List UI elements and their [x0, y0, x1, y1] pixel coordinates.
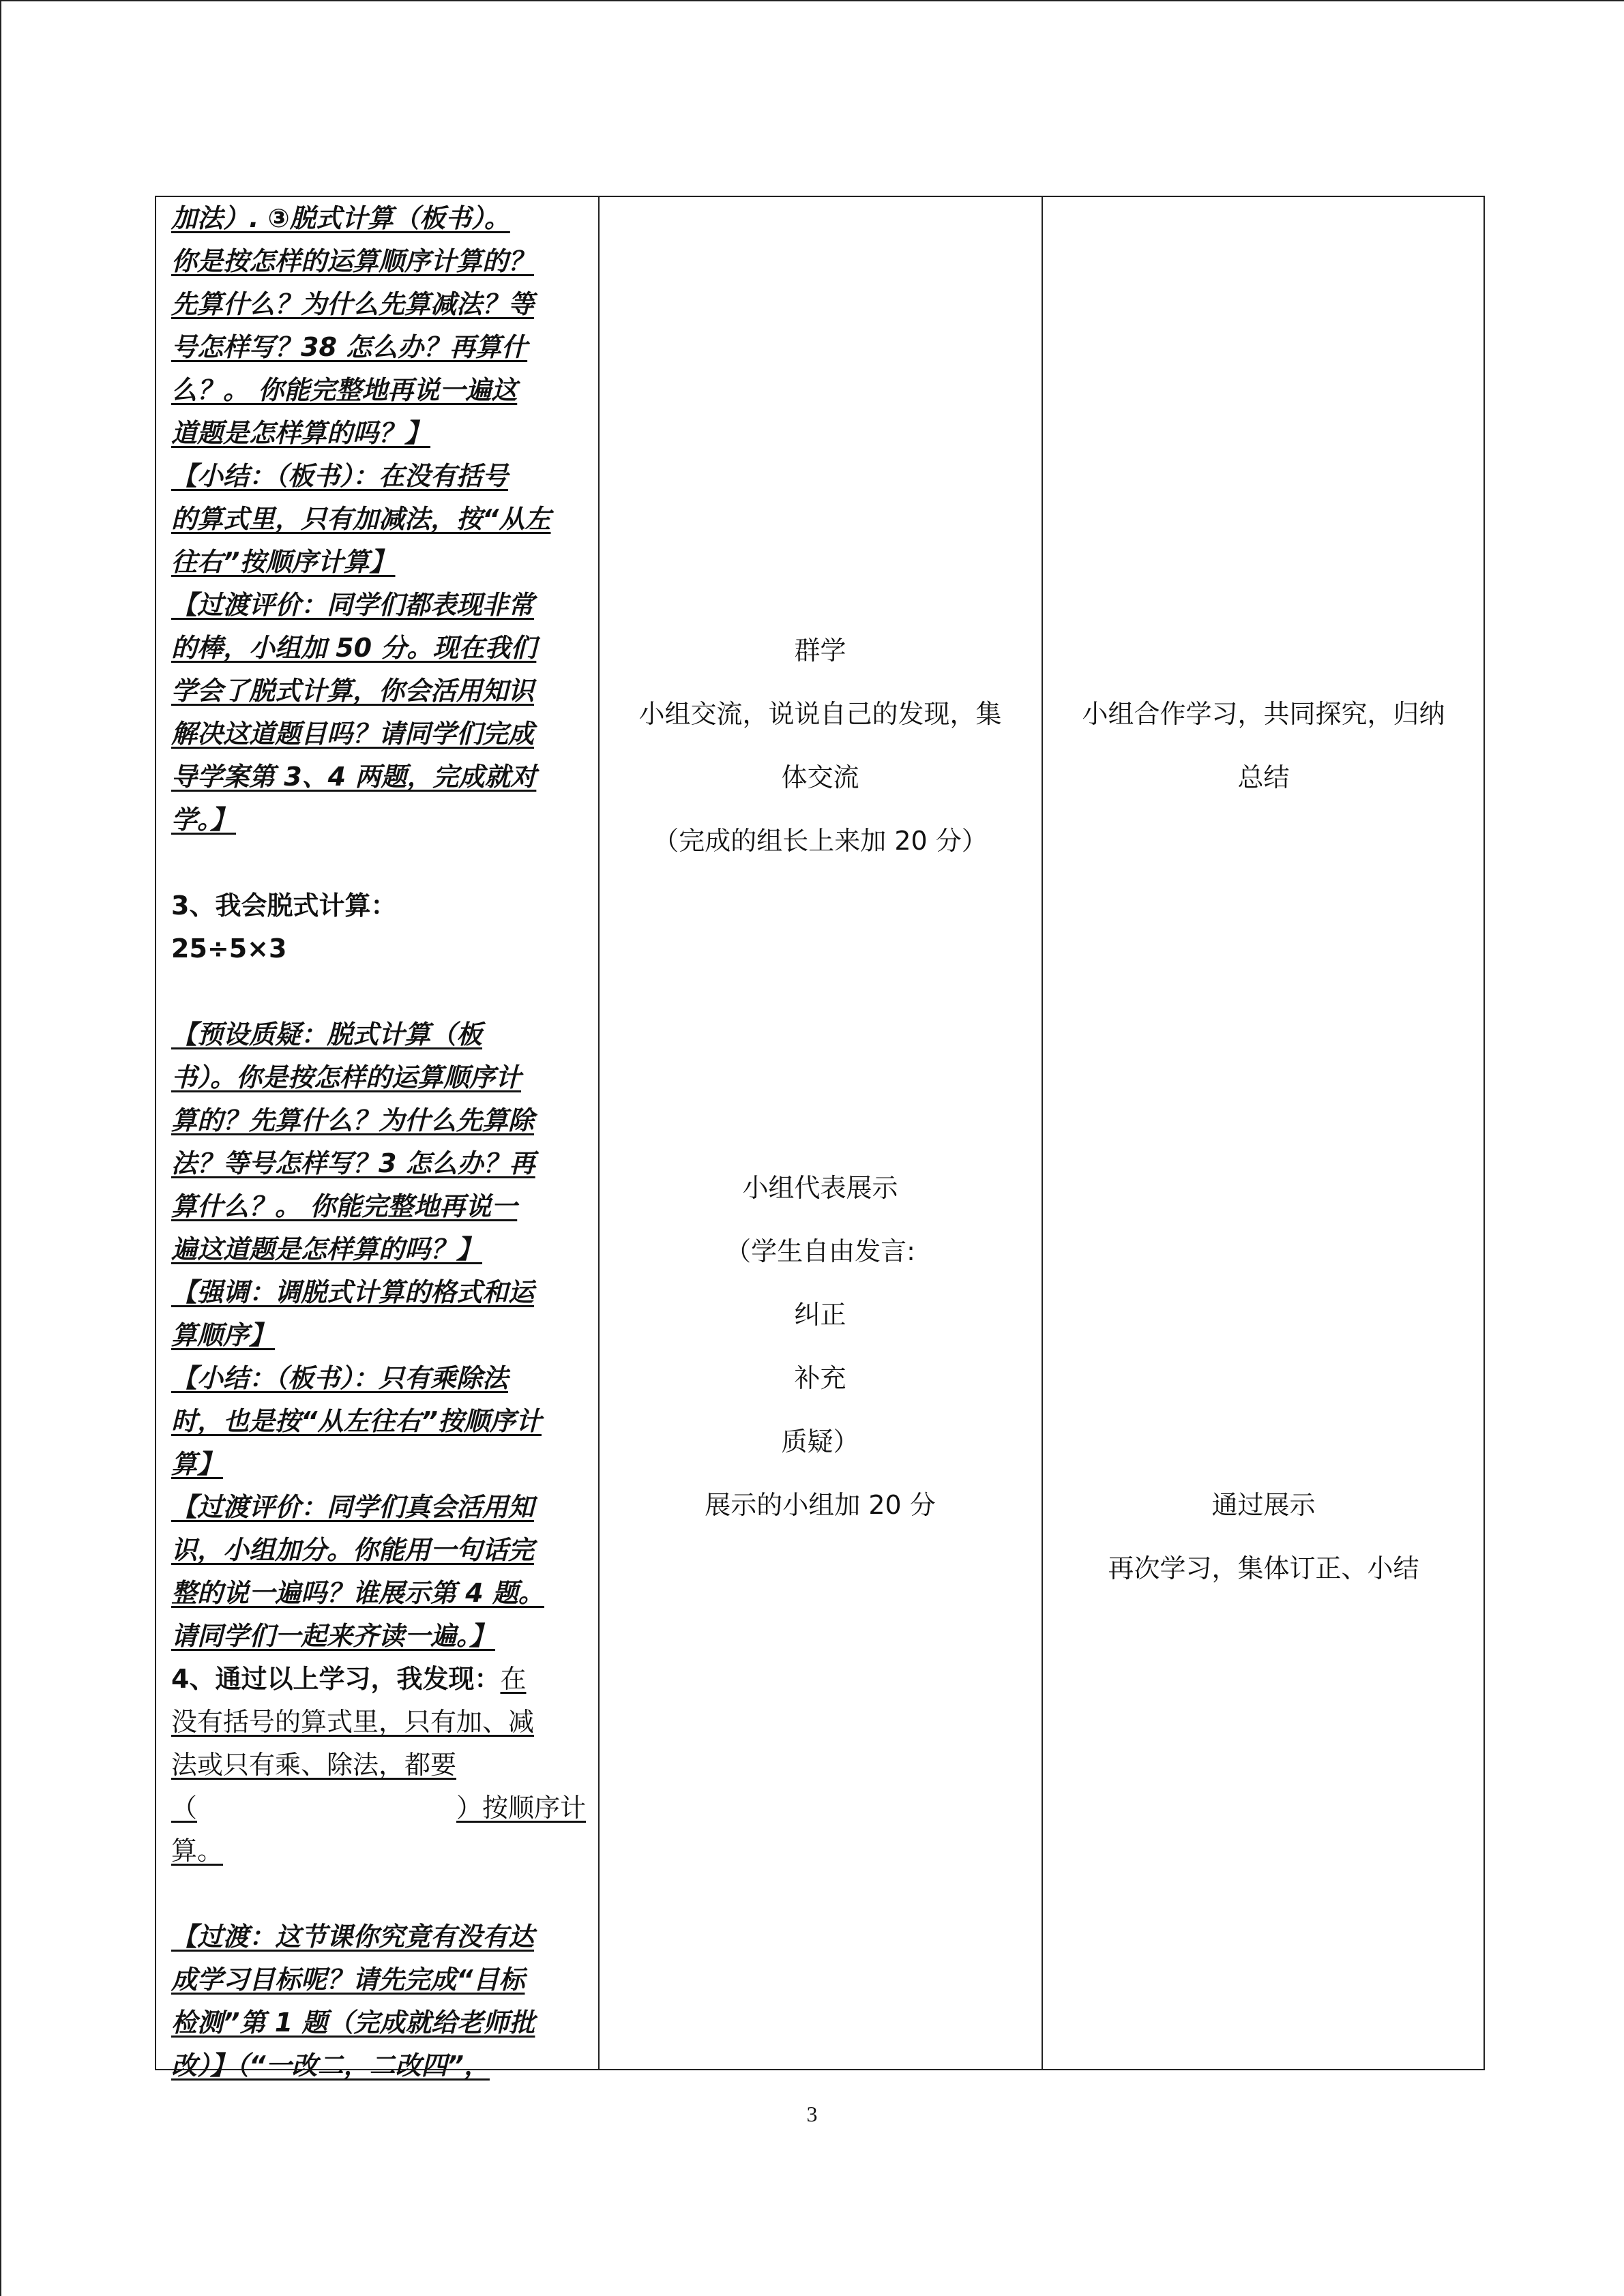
task4-block	[171, 1658, 594, 1873]
column-divider-2	[1042, 197, 1043, 2069]
text-line: （完成的组长上来加 20 分）	[653, 826, 988, 856]
text-line: 算顺序】	[171, 1320, 276, 1350]
text-line: 算。	[171, 1836, 224, 1866]
text-line: 【强调：调脱式计算的格式和运	[171, 1277, 535, 1307]
text-line: 检测”第 1 题（完成就给老师批	[171, 2008, 535, 2038]
text-line: 往右”按顺序计算】	[171, 547, 396, 577]
text-line: 补充	[794, 1363, 846, 1393]
text-line: 总结	[1237, 762, 1290, 792]
teacher-activity-column	[171, 197, 594, 2087]
text-line: 号怎样写？38 怎么办？再算什	[171, 332, 528, 362]
text-line: 法或只有乘、除法，都要	[171, 1750, 457, 1780]
task3-expression: 25÷5×3	[171, 934, 287, 964]
text-line: 群学	[794, 636, 846, 666]
text-line: 成学习目标呢？请先完成“目标	[171, 1965, 525, 1995]
paragraph-division-review	[171, 1013, 594, 1658]
task3-title: 3、我会脱式计算：	[171, 891, 397, 921]
text-line: 法？等号怎样写？3 怎么办？再	[171, 1148, 535, 1178]
text-line: 改）】（“一改二，二改四”，	[171, 2051, 490, 2081]
text-line: 学。】	[171, 805, 237, 835]
text-line: 道题是怎样算的吗？】	[171, 418, 431, 448]
text-line: 学会了脱式计算，你会活用知识	[171, 676, 535, 706]
student-activity-presentation	[600, 1157, 1040, 1537]
text-line: 你是按怎样的运算顺序计算的？	[171, 246, 535, 276]
lesson-table	[155, 196, 1485, 2081]
text-line: 遍这道题是怎样算的吗？】	[171, 1234, 483, 1264]
text-line: 小组代表展示	[742, 1173, 898, 1203]
text-line: 整的说一遍吗？谁展示第 4 题。	[171, 1578, 544, 1608]
text-line: 再次学习，集体订正、小结	[1108, 1553, 1419, 1583]
page-number: 3	[806, 2102, 818, 2126]
text-line: 时，也是按“从左往右”按顺序计	[171, 1406, 542, 1436]
text-line: 书）。你是按怎样的运算顺序计	[171, 1062, 522, 1092]
text-line: 么？。 你能完整地再说一遍这	[171, 375, 518, 405]
text-line: 体交流	[781, 762, 859, 792]
text-line: 小组交流，说说自己的发现，集	[638, 699, 1002, 729]
text-line: 通过展示	[1211, 1490, 1316, 1520]
text-line: 的算式里，只有加减法，按“从左	[171, 504, 551, 534]
text-line: 【过渡评价：同学们都表现非常	[171, 590, 535, 620]
text-line: 展示的小组加 20 分	[705, 1490, 936, 1520]
text-line: （学生自由发言:	[725, 1236, 915, 1266]
text-line: 【过渡：这节课你究竟有没有达	[171, 1922, 535, 1952]
text-line: 在	[500, 1664, 527, 1694]
design-intent-presentation	[1044, 1474, 1483, 1600]
text-line: 算】	[171, 1449, 224, 1479]
text-line: 先算什么？为什么先算减法？等	[171, 289, 535, 319]
fill-blank-close: ）按顺序计	[456, 1793, 587, 1823]
text-line: 没有括号的算式里，只有加、减	[171, 1707, 535, 1737]
text-line: 解决这道题目吗？请同学们完成	[171, 719, 535, 749]
design-intent-group-study	[1044, 683, 1483, 809]
text-line: 【小结：（板书）：只有乘除法	[171, 1363, 509, 1393]
task4-prefix: 4、通过以上学习，我发现：	[171, 1664, 501, 1694]
paragraph-target-check	[171, 1915, 594, 2087]
fill-blank-open: （	[171, 1793, 198, 1823]
text-line: 导学案第 3、4 两题，完成就对	[171, 762, 537, 792]
text-line: 请同学们一起来齐读一遍。】	[171, 1621, 496, 1651]
text-line: 的棒，小组加 50 分。现在我们	[171, 633, 537, 663]
paragraph-subtraction-review	[171, 197, 594, 841]
text-line: 【预设质疑：脱式计算（板	[171, 1019, 483, 1049]
text-line: 小组合作学习，共同探究，归纳	[1082, 699, 1445, 729]
text-line: 【小结：（板书）：在没有括号	[171, 461, 509, 491]
text-line: 纠正	[794, 1300, 846, 1330]
student-activity-group-study	[600, 619, 1040, 873]
text-line: 识，小组加分。你能用一句话完	[171, 1535, 535, 1565]
column-divider-1	[598, 197, 600, 2069]
text-line: 【过渡评价：同学们真会活用知	[171, 1492, 535, 1522]
text-line: 质疑）	[781, 1427, 859, 1457]
text-line: 算的？先算什么？为什么先算除	[171, 1105, 535, 1135]
text-line: 加法）. ③脱式计算（板书）。	[171, 203, 510, 233]
text-line: 算什么？。 你能完整地再说一	[171, 1191, 518, 1221]
